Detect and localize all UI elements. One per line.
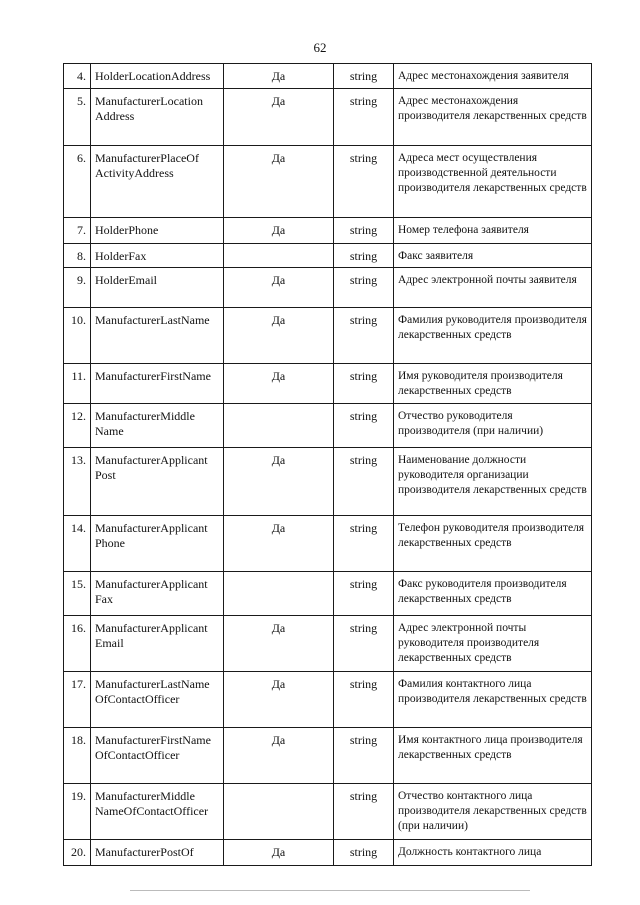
row-number: 16. xyxy=(64,616,91,672)
data-type: string xyxy=(334,89,394,146)
field-name: ManufacturerLastName xyxy=(91,308,224,364)
table-row xyxy=(64,308,592,364)
field-description: Имя руководителя производителя лекарственных средств xyxy=(394,364,592,404)
field-name: HolderEmail xyxy=(91,268,224,308)
row-number: 15. xyxy=(64,572,91,616)
table-row xyxy=(64,218,592,244)
table-row xyxy=(64,64,592,89)
required-flag: Да xyxy=(224,516,334,572)
data-type: string xyxy=(334,616,394,672)
table-row xyxy=(64,784,592,840)
field-description: Факс руководителя производителя лекарственных средств xyxy=(394,572,592,616)
row-number: 7. xyxy=(64,218,91,244)
bottom-rule xyxy=(130,890,530,891)
required-flag: Да xyxy=(224,64,334,89)
data-type: string xyxy=(334,268,394,308)
field-description: Адрес электронной почты руководителя производителя лекарственных средств xyxy=(394,616,592,672)
field-name: ManufacturerPostOf xyxy=(91,840,224,866)
required-flag: Да xyxy=(224,840,334,866)
field-description: Адреса мест осуществления производственной деятельности производителя лекарственных средств xyxy=(394,146,592,218)
field-name: ManufacturerApplicant Phone xyxy=(91,516,224,572)
field-description: Номер телефона заявителя xyxy=(394,218,592,244)
table-row xyxy=(64,448,592,516)
required-flag: Да xyxy=(224,308,334,364)
data-type: string xyxy=(334,218,394,244)
row-number: 4. xyxy=(64,64,91,89)
row-number: 10. xyxy=(64,308,91,364)
row-number: 6. xyxy=(64,146,91,218)
row-number: 8. xyxy=(64,244,91,268)
field-description: Адрес местонахождения производителя лекарственных средств xyxy=(394,89,592,146)
field-description: Телефон руководителя производителя лекарственных средств xyxy=(394,516,592,572)
data-type: string xyxy=(334,308,394,364)
required-flag: Да xyxy=(224,672,334,728)
data-type: string xyxy=(334,244,394,268)
table-row xyxy=(64,268,592,308)
table-body xyxy=(64,64,592,866)
row-number: 19. xyxy=(64,784,91,840)
page-number: 62 xyxy=(313,40,327,55)
required-flag: Да xyxy=(224,616,334,672)
row-number: 18. xyxy=(64,728,91,784)
field-description: Факс заявителя xyxy=(394,244,592,268)
table-row xyxy=(64,672,592,728)
row-number: 11. xyxy=(64,364,91,404)
field-name: ManufacturerLocation Address xyxy=(91,89,224,146)
data-type: string xyxy=(334,364,394,404)
table-row xyxy=(64,244,592,268)
field-description: Фамилия руководителя производителя лекарственных средств xyxy=(394,308,592,364)
table-row xyxy=(64,146,592,218)
row-number: 20. xyxy=(64,840,91,866)
field-name: ManufacturerApplicant Email xyxy=(91,616,224,672)
required-flag: Да xyxy=(224,728,334,784)
required-flag xyxy=(224,244,334,268)
row-number: 14. xyxy=(64,516,91,572)
required-flag: Да xyxy=(224,364,334,404)
field-name: ManufacturerApplicant Post xyxy=(91,448,224,516)
field-name: ManufacturerFirstName OfContactOfficer xyxy=(91,728,224,784)
table-row xyxy=(64,364,592,404)
field-name: HolderLocationAddress xyxy=(91,64,224,89)
required-flag: Да xyxy=(224,146,334,218)
field-name: ManufacturerLastName OfContactOfficer xyxy=(91,672,224,728)
field-description: Адрес электронной почты заявителя xyxy=(394,268,592,308)
required-flag: Да xyxy=(224,268,334,308)
row-number: 13. xyxy=(64,448,91,516)
row-number: 17. xyxy=(64,672,91,728)
required-flag: Да xyxy=(224,448,334,516)
field-description: Фамилия контактного лица производителя лекарственных средств xyxy=(394,672,592,728)
row-number: 5. xyxy=(64,89,91,146)
row-number: 9. xyxy=(64,268,91,308)
field-name: HolderPhone xyxy=(91,218,224,244)
field-description: Адрес местонахождения заявителя xyxy=(394,64,592,89)
data-type: string xyxy=(334,64,394,89)
field-name: ManufacturerFirstName xyxy=(91,364,224,404)
field-name: ManufacturerMiddle NameOfContactOfficer xyxy=(91,784,224,840)
field-name: ManufacturerPlaceOf ActivityAddress xyxy=(91,146,224,218)
table-row xyxy=(64,840,592,866)
field-name: ManufacturerMiddle Name xyxy=(91,404,224,448)
field-description: Должность контактного лица xyxy=(394,840,592,866)
data-type: string xyxy=(334,784,394,840)
data-type: string xyxy=(334,728,394,784)
field-description: Имя контактного лица производителя лекарственных средств xyxy=(394,728,592,784)
field-name: HolderFax xyxy=(91,244,224,268)
specification-table xyxy=(63,63,592,866)
field-description: Отчество руководителя производителя (при наличии) xyxy=(394,404,592,448)
required-flag xyxy=(224,404,334,448)
field-description: Наименование должности руководителя организации производителя лекарственных средств xyxy=(394,448,592,516)
data-type: string xyxy=(334,146,394,218)
data-type: string xyxy=(334,404,394,448)
required-flag: Да xyxy=(224,89,334,146)
required-flag xyxy=(224,784,334,840)
data-type: string xyxy=(334,516,394,572)
table-row xyxy=(64,728,592,784)
data-type: string xyxy=(334,448,394,516)
data-type: string xyxy=(334,672,394,728)
data-type: string xyxy=(334,572,394,616)
field-description: Отчество контактного лица производителя лекарственных средств (при наличии) xyxy=(394,784,592,840)
required-flag xyxy=(224,572,334,616)
table-row xyxy=(64,616,592,672)
required-flag: Да xyxy=(224,218,334,244)
row-number: 12. xyxy=(64,404,91,448)
table-row xyxy=(64,89,592,146)
table-row xyxy=(64,572,592,616)
field-name: ManufacturerApplicant Fax xyxy=(91,572,224,616)
data-type: string xyxy=(334,840,394,866)
table-row xyxy=(64,404,592,448)
table-row xyxy=(64,516,592,572)
